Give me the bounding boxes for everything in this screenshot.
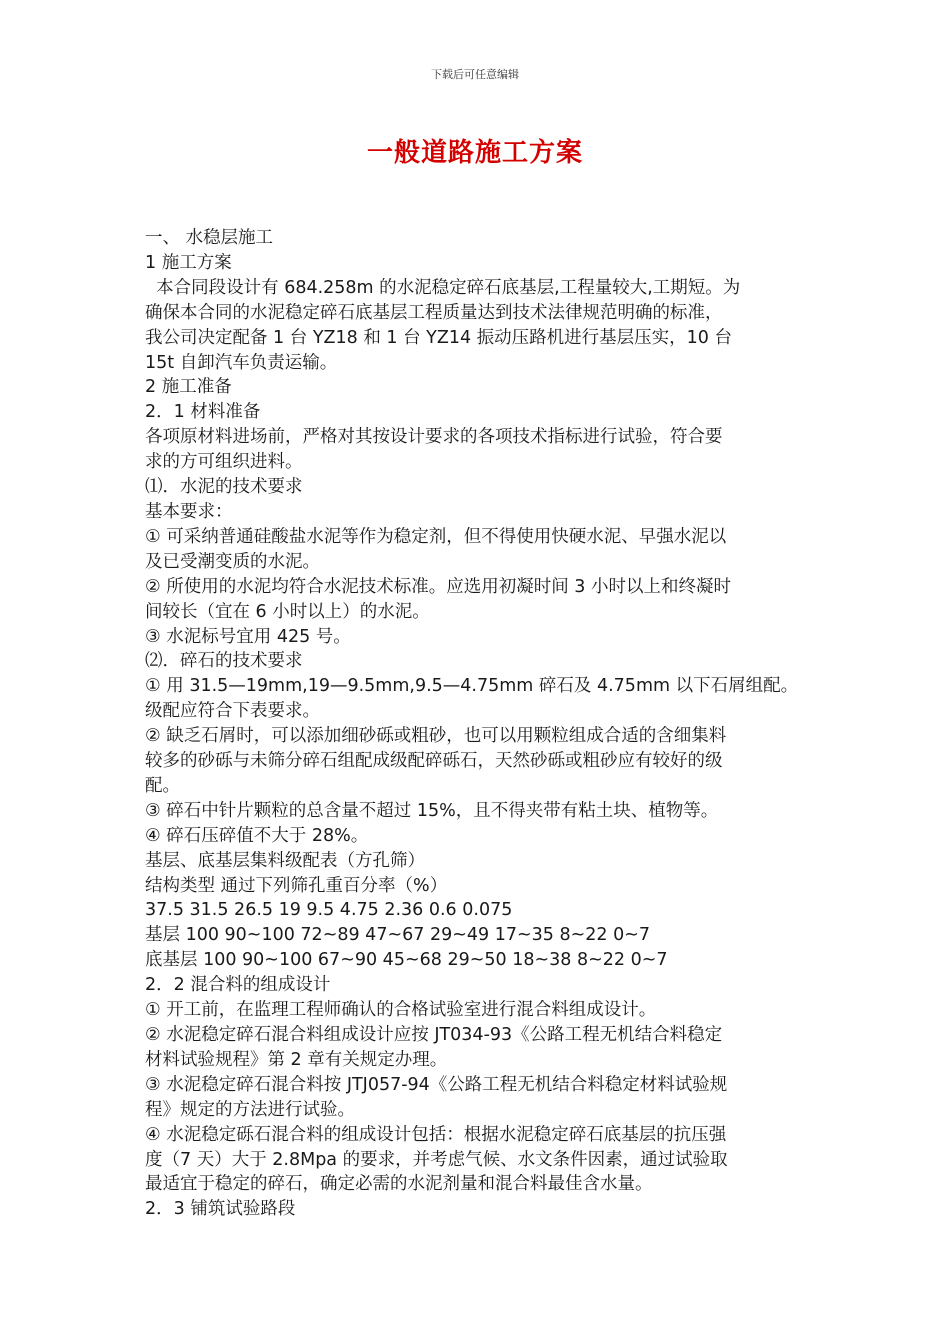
body-line: ① 开工前，在监理工程师确认的合格试验室进行混合料组成设计。	[145, 1000, 657, 1021]
body-line: 较多的砂砾与未筛分碎石组配成级配碎砾石，天然砂砾或粗砂应有较好的级	[145, 751, 723, 772]
body-line: 级配应符合下表要求。	[145, 701, 320, 722]
document-body	[145, 226, 815, 1222]
document-title: 一般道路施工方案	[366, 138, 583, 168]
body-line: 基层、底基层集料级配表（方孔筛）	[145, 850, 425, 871]
body-line: ③ 碎石中针片颗粒的总含量不超过 15%，且不得夹带有粘土块、植物等。	[145, 800, 719, 821]
body-line: 最适宜于稳定的碎石，确定必需的水泥剂量和混合料最佳含水量。	[145, 1174, 653, 1195]
body-line: 底基层 100 90~100 67~90 45~68 29~50 18~38 8~22 0~7	[145, 950, 668, 971]
body-line: 2．1 材料准备	[145, 402, 261, 423]
body-line: 基本要求：	[145, 501, 233, 522]
body-line: ② 缺乏石屑时，可以添加细砂砾或粗砂，也可以用颗粒组成合适的含细集料	[145, 726, 727, 747]
body-line: ③ 水泥标号宜用 425 号。	[145, 626, 351, 647]
body-line: ⑵．碎石的技术要求	[145, 651, 303, 672]
body-line: 一、 水稳层施工	[145, 228, 274, 248]
body-line: 我公司决定配备 1 台 YZ18 和 1 台 YZ14 振动压路机进行基层压实，10 台	[145, 327, 732, 348]
body-line: 37.5 31.5 26.5 19 9.5 4.75 2.36 0.6 0.075	[145, 900, 513, 921]
body-line: ⑴．水泥的技术要求	[145, 477, 303, 498]
body-line: 间较长（宜在 6 小时以上）的水泥。	[145, 601, 430, 622]
body-line: 1 施工方案	[145, 252, 232, 273]
body-line: ① 用 31.5—19mm,19—9.5mm,9.5—4.75mm 碎石及 4.75mm 以下石屑组配。	[145, 676, 799, 697]
body-line: 材料试验规程》第 2 章有关规定办理。	[145, 1049, 448, 1070]
header-note: 下载后可任意编辑	[431, 68, 519, 81]
body-line: 求的方可组织进料。	[145, 452, 303, 473]
body-line: 2．3 铺筑试验路段	[145, 1199, 296, 1220]
body-line: ③ 水泥稳定碎石混合料按 JTJ057-94《公路工程无机结合料稳定材料试验规	[145, 1074, 728, 1095]
body-line: 结构类型 通过下列筛孔重百分率（%）	[145, 875, 448, 896]
body-line: 15t 自卸汽车负责运输。	[145, 352, 338, 373]
body-line: 基层 100 90~100 72~89 47~67 29~49 17~35 8~22 0~7	[145, 925, 651, 946]
body-line: 及已受潮变质的水泥。	[145, 551, 320, 572]
body-line: 确保本合同的水泥稳定碎石底基层工程质量达到技术法律规范明确的标准，	[145, 302, 723, 323]
body-line: ② 所使用的水泥均符合水泥技术标准。应选用初凝时间 3 小时以上和终凝时	[145, 576, 732, 597]
body-line: 各项原材料进场前，严格对其按设计要求的各项技术指标进行试验，符合要	[145, 427, 723, 448]
body-line: ② 水泥稳定碎石混合料组成设计应按 JT034-93《公路工程无机结合料稳定	[145, 1025, 723, 1045]
body-line: ④ 水泥稳定砾石混合料的组成设计包括：根据水泥稳定碎石底基层的抗压强	[145, 1124, 727, 1145]
body-line: 2．2 混合料的组成设计	[145, 975, 331, 996]
body-line: 度（7 天）大于 2.8Mpa 的要求，并考虑气候、水文条件因素，通过试验取	[145, 1149, 728, 1170]
body-line: 程》规定的方法进行试验。	[145, 1099, 355, 1120]
body-line: 本合同段设计有 684.258m 的水泥稳定碎石底基层,工程量较大,工期短。为	[145, 277, 741, 298]
body-line: 2 施工准备	[145, 377, 232, 398]
body-line: ④ 碎石压碎值不大于 28%。	[145, 825, 369, 846]
body-line: 配。	[145, 775, 180, 796]
body-line: ① 可采纳普通硅酸盐水泥等作为稳定剂，但不得使用快硬水泥、早强水泥以	[145, 526, 727, 547]
